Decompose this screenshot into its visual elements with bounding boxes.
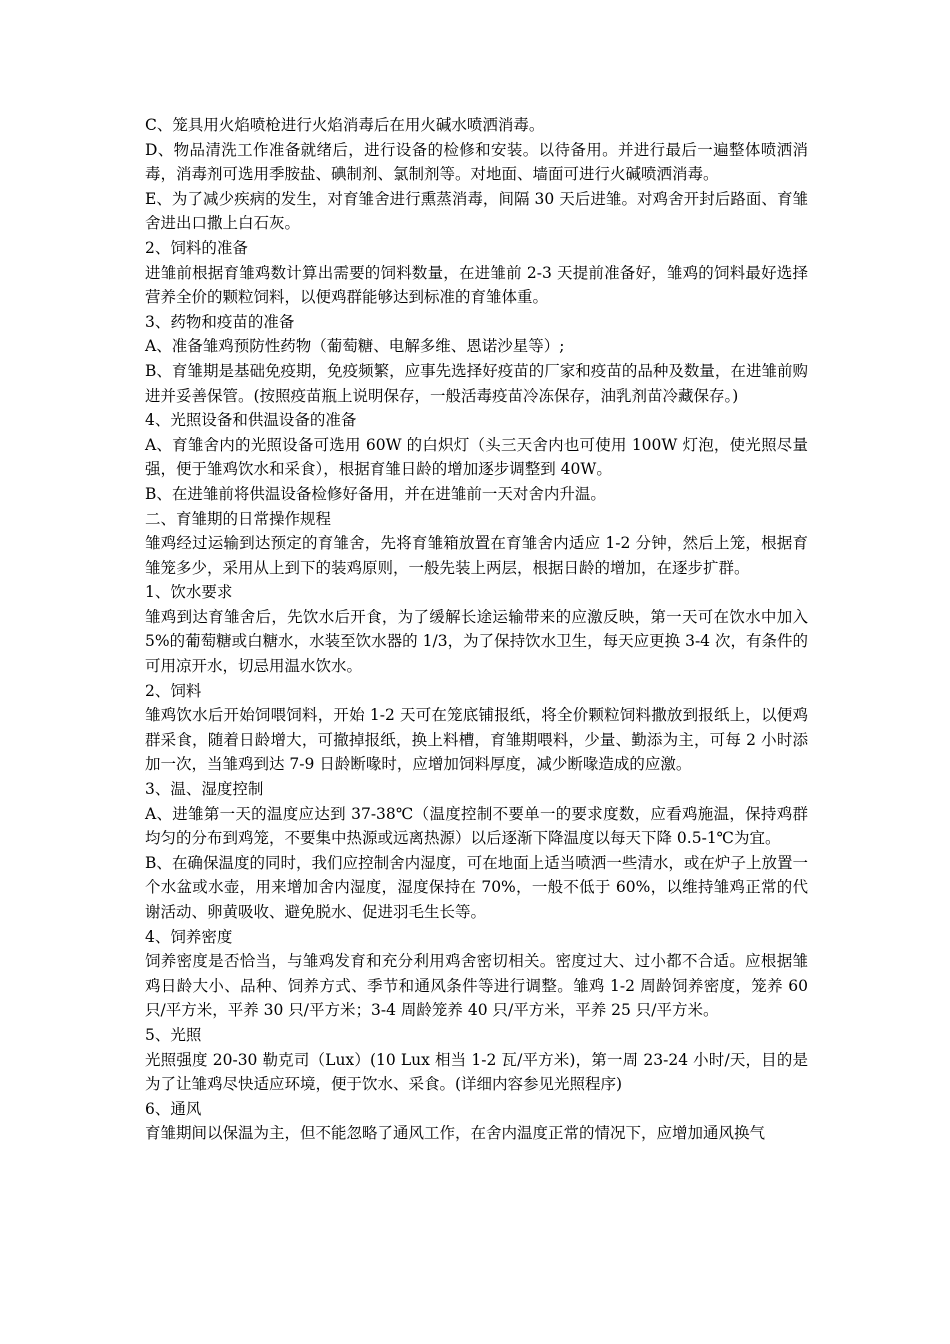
paragraph: B、在确保温度的同时，我们应控制舍内湿度，可在地面上适当喷洒一些清水，或在炉子上放置一个水盆或水壶，用来增加舍内湿度，湿度保持在 70%，一般不低于 60%，以维持雏鸡正常的代谢活动、卵黄吸收、避免脱水、促进羽毛生长等。 bbox=[145, 853, 808, 921]
paragraph: A、准备雏鸡预防性药物（葡萄糖、电解多维、恩诺沙星等）; bbox=[145, 337, 565, 356]
paragraph: 光照强度 20-30 勒克司（Lux）(10 Lux 相当 1-2 瓦/平方米)，第一周 23-24 小时/天，目的是为了让雏鸡尽快适应环境，便于饮水、采食。(详细内容参见光照程序) bbox=[145, 1050, 808, 1094]
section-heading: 2、饲料 bbox=[145, 681, 202, 700]
paragraph: 育雏期间以保温为主，但不能忽略了通风工作，在舍内温度正常的情况下，应增加通风换气 bbox=[145, 1124, 766, 1143]
section-heading: 2、饲料的准备 bbox=[145, 238, 248, 257]
section-heading: 6、通风 bbox=[145, 1099, 202, 1118]
section-heading: 5、光照 bbox=[145, 1025, 202, 1044]
paragraph: 雏鸡饮水后开始饲喂饲料，开始 1-2 天可在笼底铺报纸，将全价颗粒饲料撒放到报纸上，以便鸡群采食，随着日龄增大，可撤掉报纸，换上料槽，育雏期喂料，少量、勤添为主，可每 2 小时添加一次，当雏鸡到达 7-9 日龄断喙时，应增加饲料厚度，减少断喙造成的应激。 bbox=[145, 706, 808, 774]
paragraph: D、物品清洗工作准备就绪后，进行设备的检修和安装。以待备用。并进行最后一遍整体喷洒消毒，消毒剂可选用季胺盐、碘制剂、氯制剂等。对地面、墙面可进行火碱喷洒消毒。 bbox=[145, 140, 808, 184]
chapter-heading: 二、育雏期的日常操作规程 bbox=[145, 509, 332, 528]
document-body bbox=[145, 113, 808, 1146]
paragraph: 进雏前根据育雏鸡数计算出需要的饲料数量，在进雏前 2-3 天提前准备好，雏鸡的饲料最好选择营养全价的颗粒饲料，以便鸡群能够达到标准的育雏体重。 bbox=[145, 263, 808, 307]
paragraph: 雏鸡到达育雏舍后，先饮水后开食，为了缓解长途运输带来的应激反映，第一天可在饮水中加入 5%的葡萄糖或白糖水，水装至饮水器的 1/3，为了保持饮水卫生，每天应更换 3-4 次，有条件的可用凉开水，切忌用温水饮水。 bbox=[145, 607, 808, 676]
section-heading: 4、饲养密度 bbox=[145, 927, 233, 946]
section-heading: 3、温、湿度控制 bbox=[145, 780, 264, 799]
section-heading: 1、饮水要求 bbox=[145, 583, 233, 602]
paragraph: B、在进雏前将供温设备检修好备用，并在进雏前一天对舍内升温。 bbox=[145, 484, 606, 503]
paragraph: 饲养密度是否恰当，与雏鸡发育和充分利用鸡舍密切相关。密度过大、过小都不合适。应根据雏鸡日龄大小、品种、饲养方式、季节和通风条件等进行调整。雏鸡 1-2 周龄饲养密度，笼养 60 只/平方米，平养 30 只/平方米；3-4 周龄笼养 40 只/平方米，平养 25 只/平方米。 bbox=[145, 952, 808, 1020]
section-heading: 4、光照设备和供温设备的准备 bbox=[145, 411, 357, 430]
paragraph: E、为了减少疾病的发生，对育雏舍进行熏蒸消毒，间隔 30 天后进雏。对鸡舍开封后路面、育雏舍进出口撒上白石灰。 bbox=[145, 189, 808, 233]
paragraph: C、笼具用火焰喷枪进行火焰消毒后在用火碱水喷洒消毒。 bbox=[145, 116, 545, 134]
paragraph: A、进雏第一天的温度应达到 37-38℃（温度控制不要单一的要求度数，应看鸡施温，保持鸡群均匀的分布到鸡笼，不要集中热源或远离热源）以后逐渐下降温度以每天下降 0.5-1℃为宜。 bbox=[145, 804, 808, 848]
paragraph: 雏鸡经过运输到达预定的育雏舍，先将育雏箱放置在育雏舍内适应 1-2 分钟，然后上笼，根据育雏笼多少，采用从上到下的装鸡原则，一般先装上两层，根据日龄的增加，在逐步扩群。 bbox=[145, 534, 808, 577]
paragraph: A、育雏舍内的光照设备可选用 60W 的白炽灯（头三天舍内也可使用 100W 灯泡，使光照尽量强，便于雏鸡饮水和采食），根据育雏日龄的增加逐步调整到 40W。 bbox=[145, 435, 808, 479]
paragraph: B、育雏期是基础免疫期，免疫频繁，应事先选择好疫苗的厂家和疫苗的品种及数量，在进雏前购进并妥善保管。(按照疫苗瓶上说明保存，一般活毒疫苗冷冻保存，油乳剂苗冷藏保存。) bbox=[145, 361, 808, 405]
section-heading: 3、药物和疫苗的准备 bbox=[145, 312, 295, 331]
